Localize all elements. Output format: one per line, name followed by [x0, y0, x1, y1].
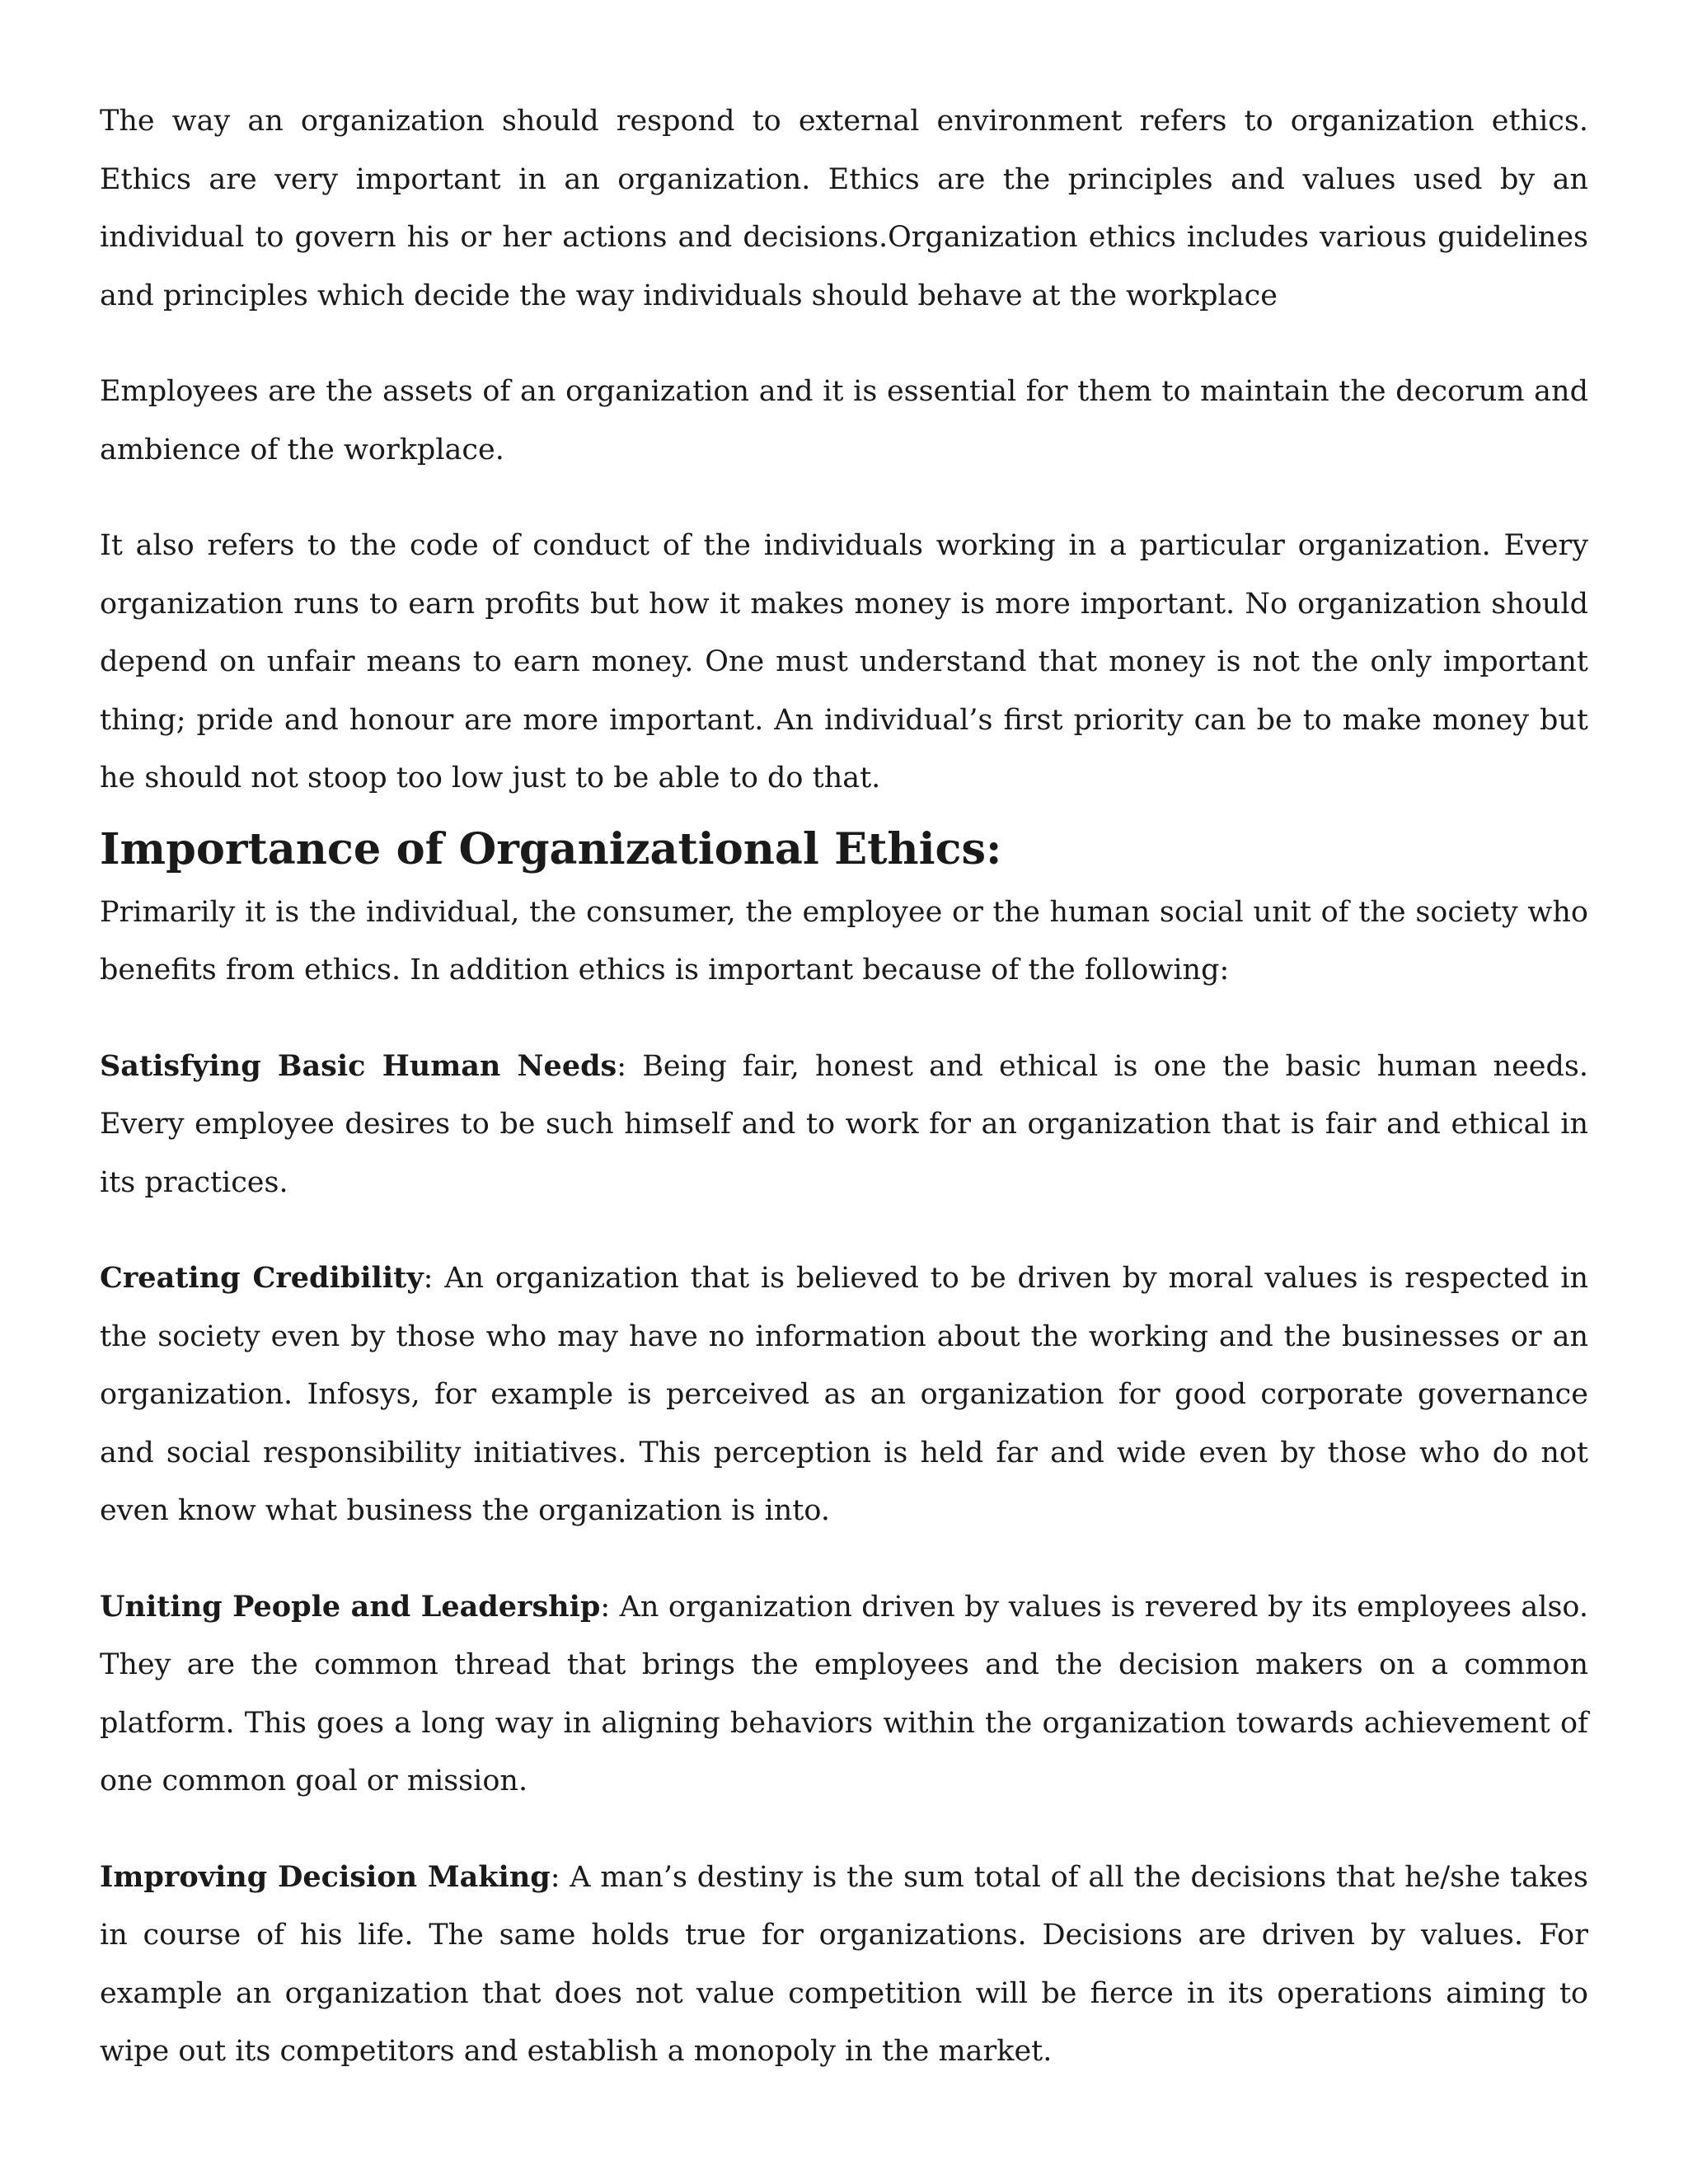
point-text: : A man’s destiny is the sum total of all the decisions that he/she takes in course of his life. The same holds true for organizations. Decisions are driven by values. For example an organization that does not value competition will be fierce in its operations aiming to wipe out its competitors and establish a monopoly in the market.: [100, 1860, 1588, 2068]
point-term: Improving Decision Making: [100, 1859, 551, 1894]
document-page: [100, 92, 1588, 2081]
intro-paragraph-3: It also refers to the code of conduct of the individuals working in a particular organization. Every organization runs to earn profits but how it makes money is more important. No organization should depend on unfair means to earn money. One must understand that money is not the only important thing; pride and honour are more important. An individual’s first priority can be to make money but he should not stoop too low just to be able to do that.: [100, 529, 1588, 794]
intro-paragraph-1: The way an organization should respond to external environment refers to organization ethics. Ethics are very important in an organization. Ethics are the principles and values used by an individual to govern his or her actions and decisions.Organization ethics includes various guidelines and principles which decide the way individuals should behave at the workplace: [100, 105, 1588, 312]
point-term: Satisfying Basic Human Needs: [100, 1048, 617, 1083]
importance-intro-paragraph: Primarily it is the individual, the consumer, the employee or the human social unit of the society who benefits from ethics. In addition ethics is important because of the following:: [100, 895, 1588, 987]
intro-paragraph-2: Employees are the assets of an organization and it is essential for them to maintain the decorum and ambience of the workplace.: [100, 375, 1588, 466]
point-term: Creating Credibility: [100, 1261, 424, 1295]
point-text: : An organization driven by values is revered by its employees also. They are the common thread that brings the employees and the decision makers on a common platform. This goes a long way in aligning behaviors within the organization towards achievement of one common goal or mission.: [100, 1590, 1588, 1797]
point-creating-credibility: [100, 1249, 1588, 1540]
section-heading-importance: Importance of Organizational Ethics:: [100, 823, 1002, 874]
point-satisfying-basic-human-needs: [100, 1038, 1588, 1212]
point-text: : Being fair, honest and ethical is one the basic human needs. Every employee desires to be such himself and to work for an organization that is fair and ethical in its practices.: [100, 1049, 1588, 1199]
point-term: Uniting People and Leadership: [100, 1589, 601, 1624]
point-improving-decision-making: [100, 1849, 1588, 2081]
point-text: : An organization that is believed to be driven by moral values is respected in the society even by those who may have no information about the working and the businesses or an organization. Infosys, for example is perceived as an organization for good corporate governance and social responsibility initiatives. This perception is held far and wide even by those who do not even know what business the organization is into.: [100, 1262, 1589, 1527]
point-uniting-people-and-leadership: [100, 1578, 1588, 1811]
